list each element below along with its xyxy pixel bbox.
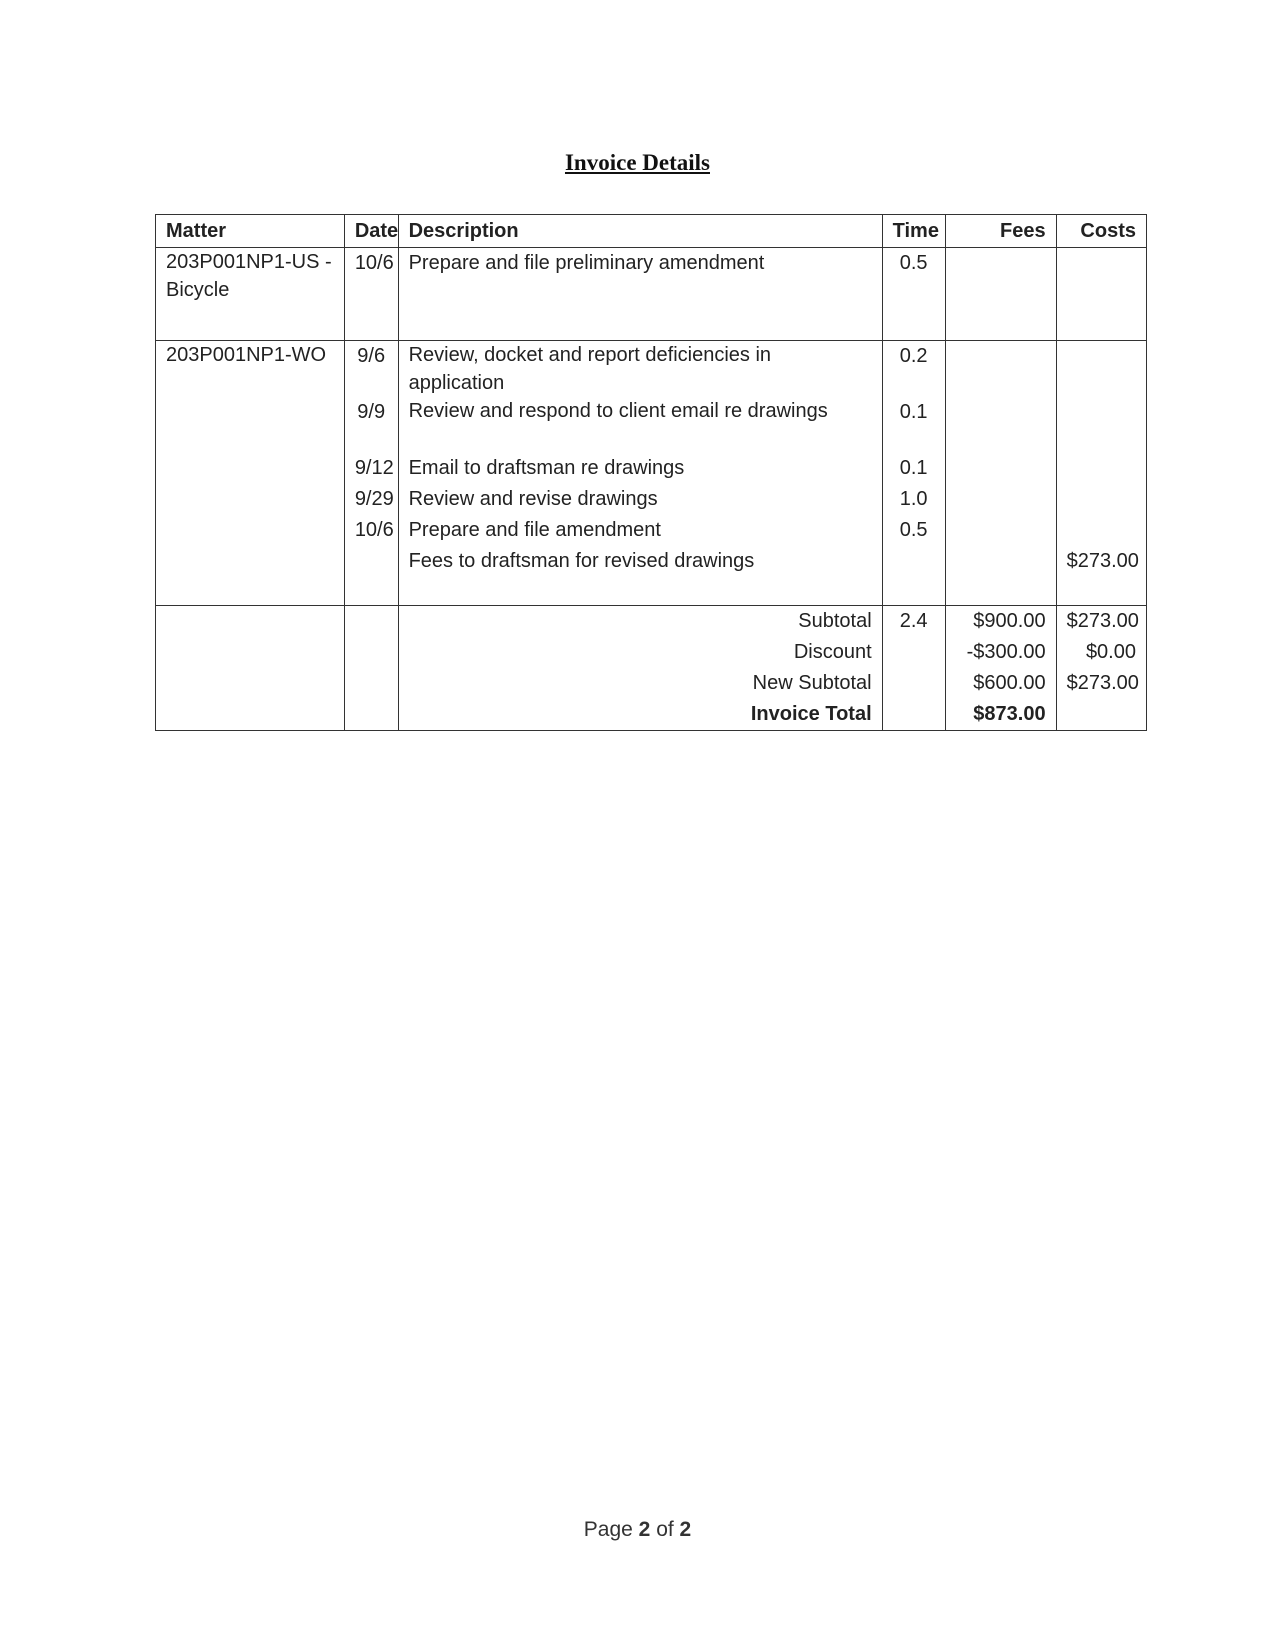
new-subtotal-label: New Subtotal bbox=[752, 672, 872, 694]
description-cell: Review, docket and report deficiencies in application bbox=[408, 344, 772, 394]
fees-cell bbox=[945, 341, 1056, 606]
time-cell bbox=[893, 546, 935, 577]
page-count: 2 bbox=[679, 1518, 692, 1541]
time-cell: 0.1 bbox=[899, 457, 928, 479]
new-subtotal-costs: $273.00 bbox=[1066, 672, 1139, 694]
of-word: of bbox=[656, 1518, 674, 1541]
time-cell: 0.5 bbox=[899, 519, 928, 541]
description-cell: Prepare and file amendment bbox=[408, 519, 661, 541]
header-date: Date bbox=[344, 215, 398, 248]
header-matter: Matter bbox=[156, 215, 345, 248]
header-description: Description bbox=[398, 215, 882, 248]
discount-label: Discount bbox=[793, 641, 872, 663]
header-costs: Costs bbox=[1056, 215, 1146, 248]
page-footer bbox=[0, 1518, 1275, 1542]
date-cell: 9/12 bbox=[354, 457, 394, 479]
description-cell: Email to draftsman re drawings bbox=[408, 457, 685, 479]
time-cell: 0.2 bbox=[899, 345, 928, 367]
costs-cell bbox=[1056, 248, 1146, 341]
time-cell: 1.0 bbox=[899, 488, 928, 510]
discount-costs: $0.00 bbox=[1085, 641, 1136, 663]
date-cell: 9/6 bbox=[357, 345, 386, 367]
date-cell: 9/29 bbox=[354, 488, 394, 510]
totals-row bbox=[156, 606, 1147, 731]
description-cell: Review and respond to client email re drawings bbox=[408, 400, 828, 422]
subtotal-time: 2.4 bbox=[899, 610, 928, 632]
empty-cell bbox=[156, 606, 345, 731]
header-time: Time bbox=[882, 215, 945, 248]
page-number: 2 bbox=[638, 1518, 651, 1541]
date-cell: 9/9 bbox=[357, 401, 386, 423]
table-row bbox=[156, 248, 1147, 341]
date-cell: 10/6 bbox=[354, 252, 394, 274]
invoice-details-table bbox=[155, 214, 1147, 731]
time-cell: 0.5 bbox=[899, 252, 928, 274]
invoice-total-fees: $873.00 bbox=[973, 703, 1046, 725]
description-cell: Fees to draftsman for revised drawings bbox=[408, 550, 755, 572]
table-row bbox=[156, 341, 1147, 606]
description-cell: Review and revise drawings bbox=[408, 488, 658, 510]
matter-cell: 203P001NP1-WO bbox=[166, 344, 327, 366]
date-cell: 10/6 bbox=[354, 519, 394, 541]
fees-cell bbox=[945, 248, 1056, 341]
description-cell: Prepare and file preliminary amendment bbox=[408, 252, 765, 274]
page-title: Invoice Details bbox=[564, 150, 710, 175]
table-header-row bbox=[156, 215, 1147, 248]
subtotal-costs: $273.00 bbox=[1066, 610, 1139, 632]
empty-cell bbox=[344, 606, 398, 731]
invoice-total-label: Invoice Total bbox=[750, 703, 872, 725]
discount-fees: -$300.00 bbox=[966, 641, 1046, 663]
page-word: Page bbox=[583, 1518, 633, 1541]
subtotal-label: Subtotal bbox=[798, 610, 872, 632]
costs-cell: $273.00 bbox=[1066, 550, 1139, 572]
date-cell bbox=[355, 546, 388, 577]
subtotal-fees: $900.00 bbox=[973, 610, 1046, 632]
time-cell: 0.1 bbox=[899, 401, 928, 423]
header-fees: Fees bbox=[945, 215, 1056, 248]
matter-cell: 203P001NP1-US - Bicycle bbox=[166, 251, 332, 301]
new-subtotal-fees: $600.00 bbox=[973, 672, 1046, 694]
